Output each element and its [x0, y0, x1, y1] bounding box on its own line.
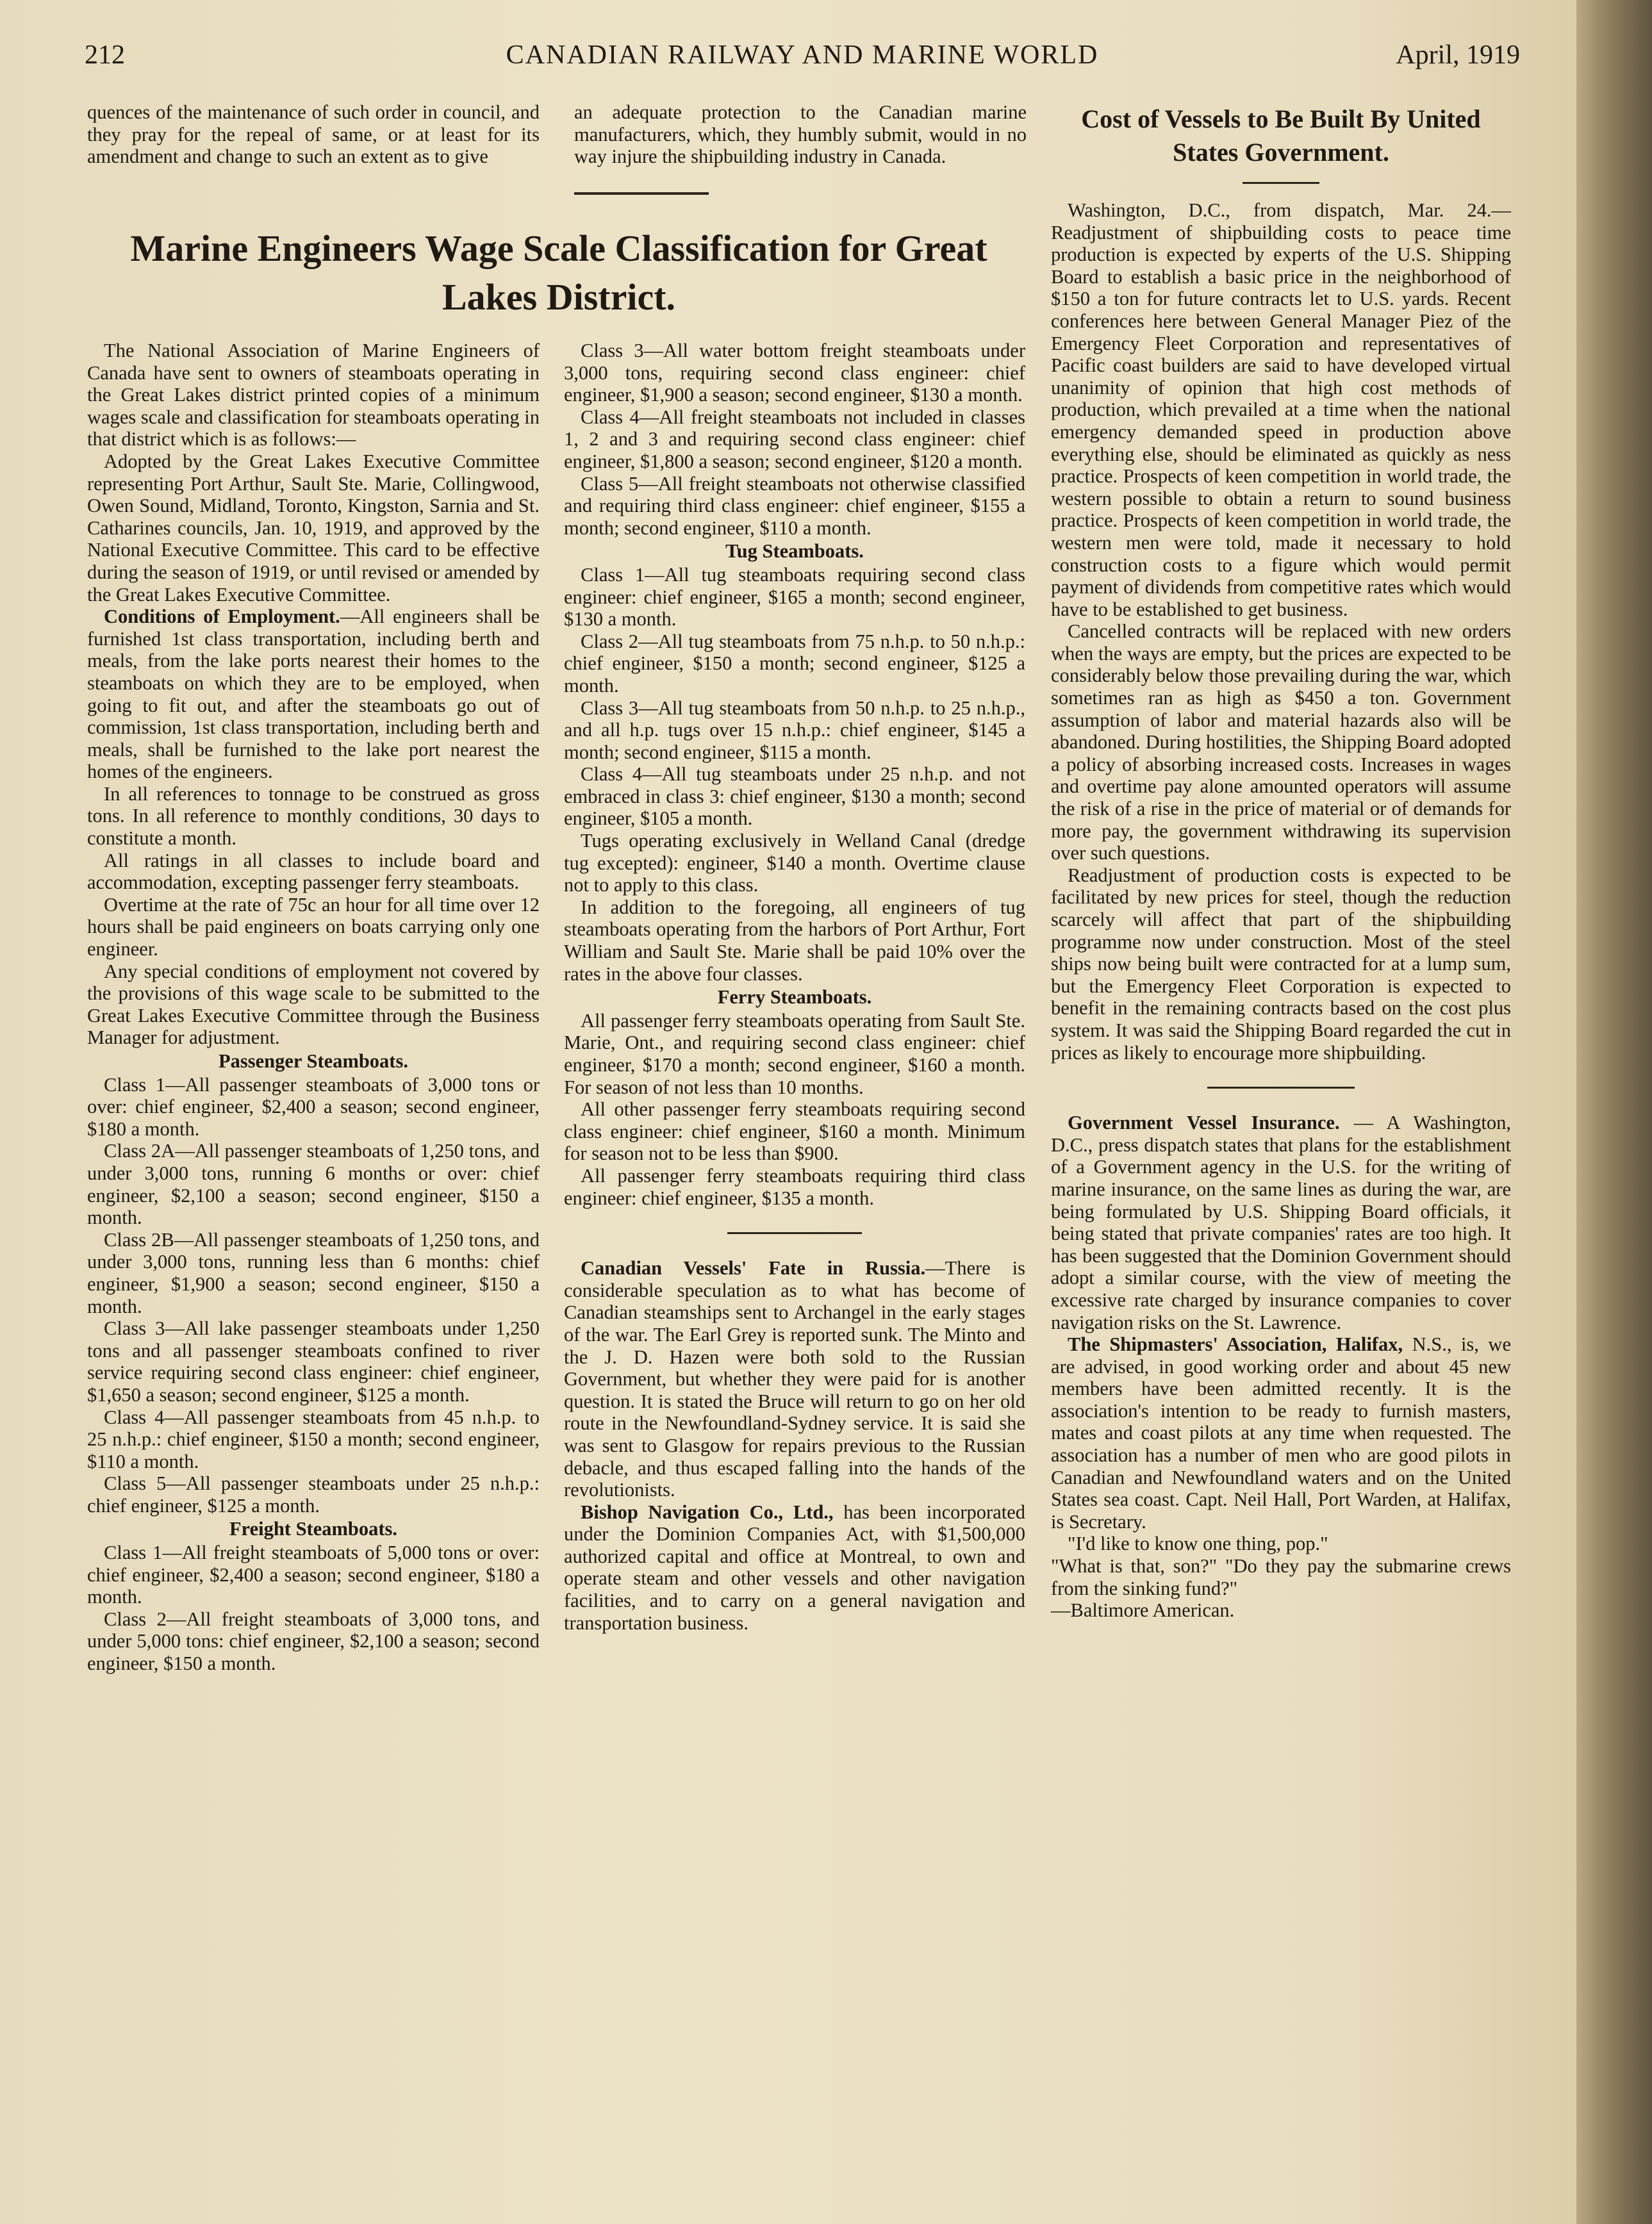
class-entry: All passenger ferry steamboats requiring third class engineer: chief engineer, $135 a month.: [564, 1164, 1025, 1209]
continuation-col2: [574, 101, 1027, 195]
class-entry: Class 4—All tug steamboats under 25 n.h.p. and not embraced in class 3: chief engineer, $130 a month; second engineer, $105 a month.: [564, 763, 1025, 830]
paragraph: Washington, D.C., from dispatch, Mar. 24.—Readjustment of shipbuilding costs to peace time production is expected by experts of the U.S. Shipping Board to establish a basic price in the neighborhood of $150 a ton for future contracts let to U.S. yards. Recent conferences here between General Manager Piez of the Emergency Fleet Corporation and representatives of Pacific coast builders are said to have developed virtual unanimity of opinion that high cost methods of production, which prevailed at a time when the national emergency demanded speed in production above everything else, should be eliminated as quickly as ness practice. Prospects of keen competition in world trade, the western possible to obtain a return to sound business practice. Prospects of keen competition in world trade, the western men were told, made it necessary to hold construction costs to a figure which would permit payment of dividends from competitive rates which would have to be established to get business.: [1051, 199, 1511, 620]
section-heading: Passenger Steamboats.: [219, 1050, 408, 1072]
section-heading: Ferry Steamboats.: [717, 986, 872, 1009]
quip-line: "I'd like to know one thing, pop.": [1068, 1533, 1328, 1555]
class-entry: All other passenger ferry steamboats requiring second class engineer: chief engineer, $160 a month. Minimum for season not to be less than $900.: [564, 1098, 1025, 1165]
paragraph-body: — A Washington, D.C., press dispatch states that plans for the establishment of a Government agency in the U.S. for the writing of marine insurance, on the same lines as during the war, are being formulated by U.S. Shipping Board officials, it being stated that private companies' rates are too high. It has been suggested that the Dominion Government should adopt a similar course, with the view of meeting the excessive rate charged by insurance companies to cover navigation risks on the St. Lawrence.: [1051, 1112, 1512, 1333]
paragraph: Overtime at the rate of 75c an hour for all time over 12 hours shall be paid engineers on boats carrying only one engineer.: [87, 893, 540, 960]
paragraph-lead: Conditions of Employment.: [104, 605, 340, 628]
continuation-col1: [87, 101, 540, 168]
class-entry: Class 2B—All passenger steamboats of 1,250 tons, and under 3,000 tons, running less than 6 months: chief engineer, $1,900 a season; second engineer, $150 a month.: [87, 1228, 540, 1317]
column-1: [87, 340, 540, 1675]
divider: [574, 192, 709, 195]
column-3: [1051, 103, 1511, 1622]
paragraph: [564, 1257, 1025, 1501]
class-entry: Class 5—All passenger steamboats under 25 n.h.p.: chief engineer, $125 a month.: [87, 1472, 540, 1517]
class-entry: Class 2—All tug steamboats from 75 n.h.p. to 50 n.h.p.: chief engineer, $150 a month; second engineer, $125 a month.: [564, 630, 1025, 696]
paragraph: The National Association of Marine Engineers of Canada have sent to owners of steamboats operating in the Great Lakes district printed copies of a minimum wages scale and classification for steamboats operating in that district which is as follows:—: [87, 340, 540, 450]
issue-date: April, 1919: [1396, 40, 1520, 70]
paragraph: [87, 605, 540, 783]
publication-title: CANADIAN RAILWAY AND MARINE WORLD: [506, 40, 1099, 70]
class-entry: In addition to the foregoing, all engineers of tug steamboats operating from the harbors of Port Arthur, Fort William and Sault Ste. Marie shall be paid 10% over the rates in the above four classes.: [564, 896, 1025, 985]
class-entry: Class 4—All freight steamboats not included in classes 1, 2 and 3 and requiring second class engineer: chief engineer, $1,800 a season; second engineer, $120 a month.: [564, 406, 1025, 472]
section-heading: Freight Steamboats.: [229, 1518, 398, 1540]
paragraph: [564, 1501, 1025, 1635]
class-entry: Class 1—All passenger steamboats of 3,000 tons or over: chief engineer, $2,400 a season; second engineer, $180 a month.: [87, 1073, 540, 1140]
class-entry: Class 1—All tug steamboats requiring second class engineer: chief engineer, $165 a month; second engineer, $130 a month.: [564, 563, 1025, 630]
running-header: [85, 40, 1520, 85]
paragraph: Cancelled contracts will be replaced with new orders when the ways are empty, but the prices are expected to be considerably below those prevailing during the war, which sometimes ran as high as $450 a ton. Government assumption of labor and material hazards also will be abandoned. During hostilities, the Shipping Board adopted a policy of absorbing increased costs. Increases in wages and overtime pay alone amounted operators will assume the risk of a rise in the price of material or of demands for more pay, the government withdrawing its supervision over such questions.: [1051, 620, 1511, 864]
paragraph: [1051, 1112, 1511, 1333]
main-headline: Marine Engineers Wage Scale Classification for Great Lakes District.: [130, 227, 987, 318]
paragraph-body: —There is considerable speculation as to what has become of Canadian steamships sent to Archangel in the early stages of the war. The Earl Grey is reported sunk. The Minto and the J. D. Hazen were both sold to the Russian Government, but whether they were paid for is another question. It is stated the Bruce will return to go on her old route in the Newfoundland-Sydney service. It is said she was sent to Glasgow for repairs previous to the Russian debacle, and thus escaped falling into the hands of the revolutionists.: [564, 1257, 1025, 1501]
class-entry: Class 3—All lake passenger steamboats under 1,250 tons and all passenger steamboats confined to river service requiring second class engineer: chief engineer, $1,650 a season; second engineer, $125 a month.: [87, 1317, 540, 1406]
paragraph: Readjustment of production costs is expected to be facilitated by new prices for steel, though the reduction scarcely will affect that part of the shipbuilding programme now under construction. Most of the steel ships now being built were contracted for at a lump sum, but the Emergency Fleet Corporation is expected to benefit in the remaining contracts based on the cost plus system. It was said the Shipping Board regarded the cut in prices as likely to encourage more shipbuilding.: [1051, 864, 1511, 1064]
article-headline: Cost of Vessels to Be Built By United States Government.: [1081, 104, 1481, 167]
paragraph: Adopted by the Great Lakes Executive Committee representing Port Arthur, Sault Ste. Marie, Collingwood, Owen Sound, Midland, Toronto, Kingston, Sarnia and St. Catharines councils, Jan. 10, 1919, and approved by the National Executive Committee. This card to be effective during the season of 1919, or until revised or amended by the Great Lakes Executive Committee.: [87, 450, 540, 605]
class-entry: All passenger ferry steamboats operating from Sault Ste. Marie, Ont., and requiring second class engineer: chief engineer, $170 a month; second engineer, $160 a month. For season of not less than 10 months.: [564, 1009, 1025, 1098]
continuation-text: quences of the maintenance of such order in council, and they pray for the repeal of same, or at least for its amendment and change to such an extent as to give: [87, 101, 540, 168]
paragraph: All ratings in all classes to include board and accommodation, excepting passenger ferry steamboats.: [87, 849, 540, 894]
divider: [727, 1232, 862, 1234]
paragraph: Any special conditions of employment not covered by the provisions of this wage scale to be submitted to the Great Lakes Executive Committee through the Business Manager for adjustment.: [87, 960, 540, 1049]
paragraph-lead: The Shipmasters' Association, Halifax,: [1068, 1333, 1403, 1356]
class-entry: Class 5—All freight steamboats not otherwise classified and requiring third class engineer: chief engineer, $155 a month; second engineer, $110 a month.: [564, 472, 1025, 539]
section-heading: Tug Steamboats.: [725, 540, 864, 563]
class-entry: Class 3—All water bottom freight steamboats under 3,000 tons, requiring second class engineer: chief engineer, $1,900 a season; second engineer, $130 a month.: [564, 340, 1025, 406]
class-entry: Class 2A—All passenger steamboats of 1,250 tons, and under 3,000 tons, running 6 months or over: chief engineer, $2,100 a season; second engineer, $150 a month.: [87, 1140, 540, 1229]
class-entry: Class 3—All tug steamboats from 50 n.h.p. to 25 n.h.p., and all h.p. tugs over 15 n.h.p.: chief engineer, $145 a month; second engineer, $115 a month.: [564, 696, 1025, 763]
continuation-text: an adequate protection to the Canadian marine manufacturers, which, they humbly submit, would in no way injure the shipbuilding industry in Canada.: [574, 101, 1027, 168]
paragraph-body: has been incorporated under the Dominion Companies Act, with $1,500,000 authorized capital and office at Montreal, to own and operate steam and other vessels and other navigation facilities, and to carry on a general navigation and transportation business.: [564, 1501, 1025, 1634]
page-edge: [1576, 0, 1652, 2224]
divider: [1243, 182, 1319, 184]
paragraph: [1051, 1333, 1511, 1533]
paragraph-lead: Canadian Vessels' Fate in Russia.: [581, 1257, 926, 1280]
divider: [1207, 1087, 1355, 1089]
class-entry: Tugs operating exclusively in Welland Canal (dredge tug excepted): engineer, $140 a month. Overtime clause not to apply to this class.: [564, 830, 1025, 896]
quip-line: "What is that, son?" "Do they pay the submarine crews from the sinking fund?": [1051, 1555, 1511, 1599]
class-entry: Class 1—All freight steamboats of 5,000 tons or over: chief engineer, $2,400 a season; second engineer, $180 a month.: [87, 1542, 540, 1608]
paragraph-lead: Government Vessel Insurance.: [1068, 1112, 1340, 1134]
paragraph-body: N.S., is, we are advised, in good working order and about 45 new members have been admitted recently. It is the association's intention to be ready to furnish masters, mates and coast pilots at any time when requested. The association has a number of men who are good pilots in Canadian and Newfoundland waters and on the United States sea coast. Capt. Neil Hall, Port Warden, at Halifax, is Secretary.: [1051, 1333, 1511, 1533]
paragraph-lead: Bishop Navigation Co., Ltd.,: [581, 1501, 834, 1523]
class-entry: Class 4—All passenger steamboats from 45 n.h.p. to 25 n.h.p.: chief engineer, $150 a month; second engineer, $110 a month.: [87, 1406, 540, 1472]
paragraph-body: —All engineers shall be furnished 1st class transportation, including berth and meals, from the lake ports nearest their homes to the steamboats on which they are to be employed, when going to fit out, and after the steamboats go out of commission, 1st class transportation, including berth and meals, shall be furnished to the lake port nearest the homes of the engineers.: [87, 605, 540, 783]
class-entry: Class 2—All freight steamboats of 3,000 tons, and under 5,000 tons: chief engineer, $2,100 a season; second engineer, $150 a month.: [87, 1608, 540, 1675]
paragraph: In all references to tonnage to be construed as gross tons. In all reference to monthly conditions, 30 days to constitute a month.: [87, 782, 540, 850]
page-number: 212: [85, 40, 125, 70]
quip-attribution: —Baltimore American.: [1051, 1599, 1235, 1622]
column-2: [564, 340, 1025, 1634]
